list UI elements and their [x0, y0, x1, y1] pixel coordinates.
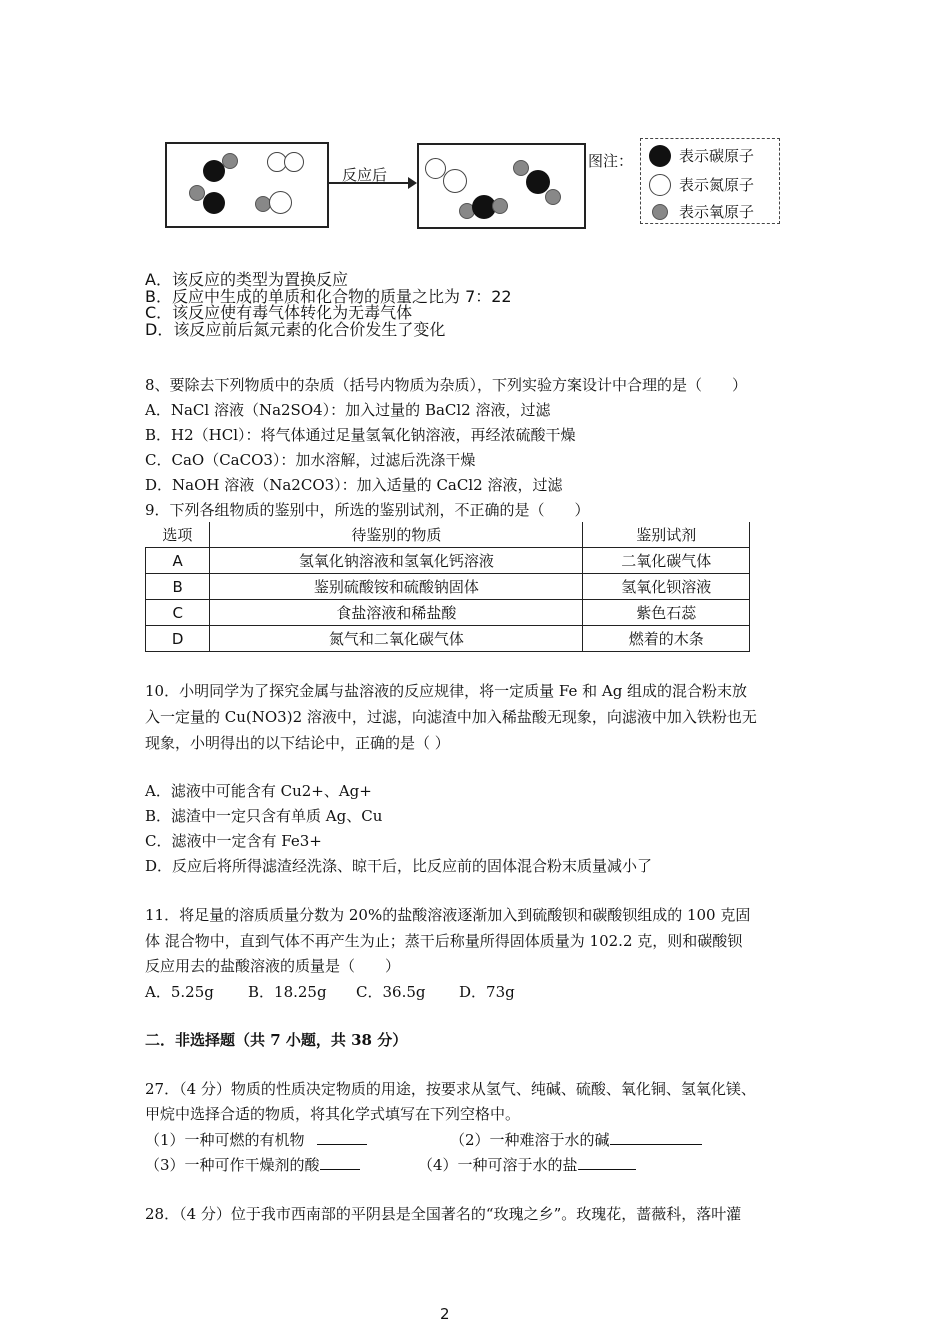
before-box	[165, 142, 329, 228]
q27-item-3-label: （3）一种可作干燥剂的酸	[145, 1156, 320, 1174]
q7-option-b: B．反应中生成的单质和化合物的质量之比为 7：22	[145, 287, 512, 306]
arrow-label: 反应后	[342, 166, 388, 184]
table-row	[146, 626, 750, 652]
q27-item-2-label: （2）一种难溶于水的碱	[450, 1131, 610, 1149]
legend-box	[640, 138, 780, 224]
nitrogen-atom	[284, 152, 304, 172]
nitrogen-atom	[443, 169, 467, 193]
q8-stem: 8、要除去下列物质中的杂质（括号内物质为杂质），下列实验方案设计中合理的是（ ）	[145, 376, 748, 394]
oxygen-atom	[545, 189, 561, 205]
row-option: A	[146, 548, 210, 574]
q27-item-2	[450, 1128, 702, 1151]
row-option: C	[146, 600, 210, 626]
q8-option-a: A．NaCl 溶液（Na2SO4）：加入过量的 BaCl2 溶液，过滤	[145, 401, 551, 419]
row-reagent: 氢氧化钡溶液	[583, 574, 750, 600]
row-substances: 食盐溶液和稀盐酸	[210, 600, 583, 626]
nitrogen-atom	[269, 191, 292, 214]
oxygen-atom	[513, 160, 529, 176]
legend-label-nitrogen: 表示氮原子	[679, 176, 755, 194]
q10-option-c: C．滤液中一定含有 Fe3+	[145, 832, 322, 850]
q27-item-3	[145, 1153, 360, 1176]
table-header-row	[146, 522, 750, 548]
q11-option-b: B．18.25g	[248, 983, 327, 1001]
q10-stem-line-2: 入一定量的 Cu(NO3)2 溶液中，过滤，向滤渣中加入稀盐酸无现象，向滤液中加入铁粉也无	[145, 708, 757, 726]
legend-label-carbon: 表示碳原子	[679, 147, 755, 165]
q10-stem-line-1: 10．小明同学为了探究金属与盐溶液的反应规律，将一定质量 Fe 和 Ag 组成的混合粉末放	[145, 682, 748, 700]
answer-blank-2[interactable]	[610, 1128, 702, 1145]
q27-item-4-label: （4）一种可溶于水的盐	[418, 1156, 578, 1174]
table-row	[146, 600, 750, 626]
after-box	[417, 143, 586, 229]
q9-stem: 9．下列各组物质的鉴别中，所选的鉴别试剂，不正确的是（ ）	[145, 501, 590, 519]
answer-blank-3[interactable]	[320, 1153, 360, 1170]
q27-item-1-label: （1）一种可燃的有机物	[145, 1131, 305, 1149]
q8-option-c: C．CaO（CaCO3）：加水溶解，过滤后洗涤干燥	[145, 451, 476, 469]
q7-option-a: A．该反应的类型为置换反应	[145, 270, 348, 289]
header-substances: 待鉴别的物质	[210, 522, 583, 548]
table-row	[146, 574, 750, 600]
answer-blank-1[interactable]	[317, 1128, 367, 1145]
row-reagent: 二氧化碳气体	[583, 548, 750, 574]
header-reagent: 鉴别试剂	[583, 522, 750, 548]
legend-title: 图注：	[588, 152, 634, 170]
arrow-head-icon	[408, 177, 417, 189]
q27-item-4	[418, 1153, 636, 1176]
q10-option-a: A．滤液中可能含有 Cu2+、Ag+	[145, 782, 372, 800]
row-reagent: 紫色石蕊	[583, 600, 750, 626]
q11-option-d: D．73g	[459, 983, 515, 1001]
q10-stem-line-3: 现象，小明得出的以下结论中，正确的是（ ）	[145, 734, 450, 752]
legend-label-oxygen: 表示氧原子	[679, 203, 755, 221]
q11-stem-line-2: 体 混合物中，直到气体不再产生为止；蒸干后称量所得固体质量为 102.2 克，则和碳酸钡	[145, 932, 743, 950]
nitrogen-legend-icon	[649, 174, 671, 196]
row-option: D	[146, 626, 210, 652]
row-option: B	[146, 574, 210, 600]
q27-item-1	[145, 1128, 367, 1151]
q7-option-c: C．该反应使有毒气体转化为无毒气体	[145, 303, 413, 322]
q10-option-d: D．反应后将所得滤渣经洗涤、晾干后，比反应前的固体混合粉末质量减小了	[145, 857, 653, 875]
page-number: 2	[440, 1305, 450, 1323]
q27-stem-line-1: 27．（4 分）物质的性质决定物质的用途，按要求从氢气、纯碱、硫酸、氧化铜、氢氧化镁、	[145, 1080, 756, 1098]
carbon-atom	[203, 192, 225, 214]
q10-option-b: B．滤渣中一定只含有单质 Ag、Cu	[145, 807, 383, 825]
q8-option-b: B．H2（HCl）：将气体通过足量氢氧化钠溶液，再经浓硫酸干燥	[145, 426, 576, 444]
q28-stem: 28．（4 分）位于我市西南部的平阴县是全国著名的“玫瑰之乡”。玫瑰花，蔷薇科，落叶灌	[145, 1205, 742, 1223]
q11-option-a: A．5.25g	[145, 983, 214, 1001]
q11-option-c: C．36.5g	[356, 983, 426, 1001]
oxygen-atom	[492, 198, 508, 214]
row-substances: 氮气和二氧化碳气体	[210, 626, 583, 652]
q11-stem-line-3: 反应用去的盐酸溶液的质量是（ ）	[145, 957, 401, 975]
header-option: 选项	[146, 522, 210, 548]
q9-table	[145, 522, 750, 652]
oxygen-legend-icon	[652, 204, 668, 220]
answer-blank-4[interactable]	[578, 1153, 636, 1170]
q7-option-d: D．该反应前后氮元素的化合价发生了变化	[145, 320, 446, 339]
q8-option-d: D．NaOH 溶液（Na2CO3）：加入适量的 CaCl2 溶液，过滤	[145, 476, 563, 494]
q11-stem-line-1: 11．将足量的溶质质量分数为 20%的盐酸溶液逐渐加入到硫酸钡和碳酸钡组成的 100 克固	[145, 906, 751, 924]
carbon-legend-icon	[649, 145, 671, 167]
row-substances: 鉴别硫酸铵和硫酸钠固体	[210, 574, 583, 600]
q27-stem-line-2: 甲烷中选择合适的物质，将其化学式填写在下列空格中。	[145, 1105, 521, 1123]
table-row	[146, 548, 750, 574]
row-reagent: 燃着的木条	[583, 626, 750, 652]
oxygen-atom	[222, 153, 238, 169]
section-heading: 二．非选择题（共 7 小题，共 38 分）	[145, 1031, 408, 1049]
row-substances: 氢氧化钠溶液和氢氧化钙溶液	[210, 548, 583, 574]
